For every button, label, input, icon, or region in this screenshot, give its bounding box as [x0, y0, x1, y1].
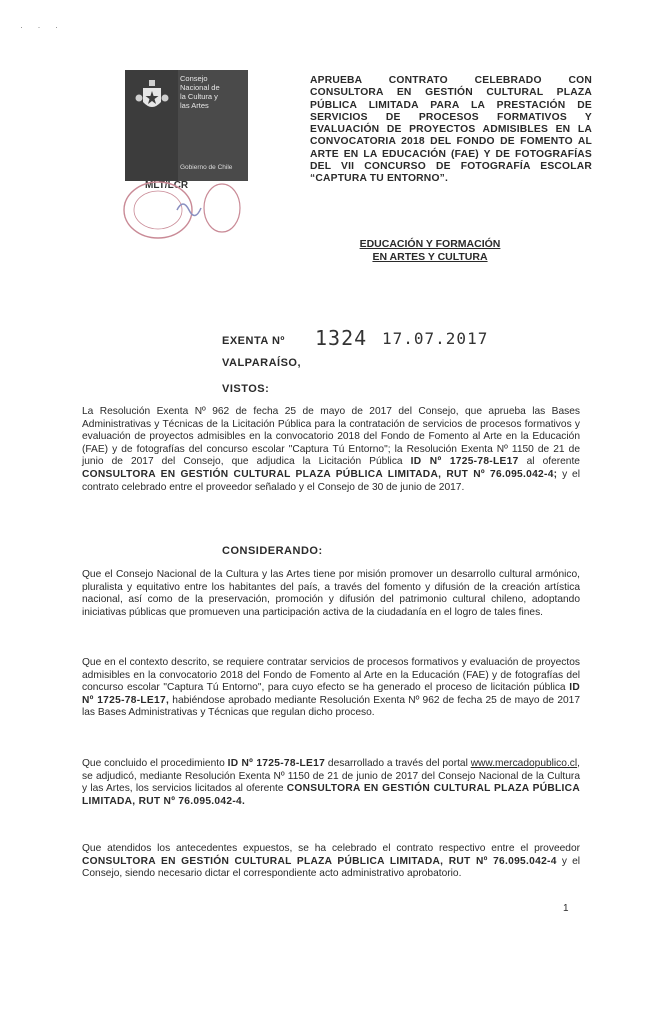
- department-stamp: [122, 180, 247, 240]
- considerando-paragraph-4: [82, 843, 580, 881]
- vistos-heading: VISTOS:: [222, 383, 270, 395]
- government-shield-logo: [125, 70, 178, 181]
- scan-specks: · · ·: [20, 22, 64, 32]
- tender-id: ID Nº 1725-78-LE17,: [82, 682, 580, 706]
- company-name: CONSULTORA EN GESTIÓN CULTURAL PLAZA PÚBLICA LIMITADA, RUT Nº 76.095.042-4.: [82, 783, 580, 807]
- resolution-number: 1324: [315, 326, 368, 350]
- considerando-paragraph-2: [82, 657, 580, 720]
- page-number: 1: [563, 903, 569, 914]
- text: y el Consejo, siendo necesario dictar el correspondiente acto administrativo aprobatorio.: [82, 855, 581, 880]
- council-logo-text: [178, 70, 248, 181]
- gov-label: Gobierno de Chile: [180, 164, 233, 171]
- vistos-paragraph: [82, 406, 580, 494]
- text: al oferente: [518, 456, 580, 468]
- company-name: CONSULTORA EN GESTIÓN CULTURAL PLAZA PÚBLICA LIMITADA, RUT Nº 76.095.042-4: [82, 855, 557, 867]
- city: VALPARAÍSO,: [222, 357, 302, 369]
- mercadopublico-link[interactable]: www.mercadopublico.cl: [470, 758, 578, 769]
- tender-id: ID Nº 1725-78-LE17: [410, 456, 519, 468]
- org-line: Nacional de: [180, 83, 220, 92]
- considerando-heading: CONSIDERANDO:: [222, 545, 323, 557]
- org-line: Consejo: [180, 74, 208, 83]
- text: Que en el contexto descrito, se requiere contratar servicios de procesos formativos y evaluación de proyectos admisibles en la convocatorio 2018 del Fondo de Fomento al Arte en la Educación (FAE) y de fotografías del concurso escolar "Captura Tú Entorno", para cuyo efecto se ha generado el proceso de licitación pública: [82, 657, 580, 694]
- text: , se adjudicó, mediante Resolución Exenta Nº 1150 de 21 de junio de 2017 del Consejo Nacional de la Cultura y las Artes, los servicios licitados al oferente: [82, 758, 580, 795]
- section-line-2: EN ARTES Y CULTURA: [372, 250, 488, 263]
- text: y el contrato celebrado entre el proveedor señalado y el Consejo de 30 de junio de 2017.: [82, 468, 580, 493]
- org-line: la Cultura y: [180, 92, 218, 101]
- text: Que concluido el procedimiento: [82, 758, 228, 769]
- considerando-paragraph-3: [82, 758, 580, 808]
- section-line-1: EDUCACIÓN Y FORMACIÓN: [359, 238, 501, 250]
- coat-of-arms-icon: [135, 78, 169, 116]
- text: desarrollado a través del portal: [325, 758, 471, 769]
- text: La Resolución Exenta Nº 962 de fecha 25 de mayo de 2017 del Consejo, que aprueba las Bases Administrativas y Técnicas de la Licitación Pública para la contratación de servicios de procesos formativos y evaluación de proyectos admisibles en la convocatorio 2018 del Fondo de Fomento al Arte en la Educación (FAE) y de fotografías del concurso escolar "Captura Tú Entorno"; la Resolución Exenta Nº 1150 de 21 de junio de 2017 del Consejo, que adjudica la Licitación Pública: [82, 406, 580, 468]
- document-title: APRUEBA CONTRATO CELEBRADO CON CONSULTORA EN GESTIÓN CULTURAL PLAZA PÚBLICA LIMITADA PARA LA PRESTACIÓN DE SERVICIOS DE PROCESOS FORMATIVOS Y EVALUACIÓN DE PROYECTOS ADMISIBLES EN LA CONVOCATORIA 2018 DEL FONDO DE FOMENTO AL ARTE EN LA EDUCACIÓN (FAE) Y DE FOTOGRAFÍAS DEL VII CONCURSO DE FOTOGRAFÍA ESCOLAR “CAPTURA TU ENTORNO”.: [310, 75, 592, 185]
- tender-id: ID Nº 1725-78-LE17: [227, 758, 326, 769]
- considerando-paragraph-1: Que el Consejo Nacional de la Cultura y las Artes tiene por misión promover un desarrollo cultural armónico, pluralista y equitativo entre los habitantes del país, a través del fomento y difusión de la creación artística nacional, así como de la preservación, promoción y difusión del patrimonio cultural chileno, adoptando iniciativas públicas que promueven una participación activa de la ciudadanía en el logro de tales fines.: [82, 569, 580, 618]
- text: Que atendidos los antecedentes expuestos, se ha celebrado el contrato respectivo entre el proveedor: [82, 843, 580, 854]
- company-name: CONSULTORA EN GESTIÓN CULTURAL PLAZA PÚBLICA LIMITADA, RUT Nº 76.095.042-4;: [82, 468, 558, 480]
- section-heading: [330, 238, 530, 263]
- exenta-label: EXENTA Nº: [222, 335, 285, 347]
- resolution-date: 17.07.2017: [382, 329, 489, 348]
- initials: MLT/LCR: [145, 180, 189, 191]
- text: habiéndose aprobado mediante Resolución Exenta Nº 962 de fecha 25 de mayo de 2017 las Bases Administrativas y Técnicas que regulan dicho proceso.: [82, 694, 580, 719]
- org-line: las Artes: [180, 101, 209, 110]
